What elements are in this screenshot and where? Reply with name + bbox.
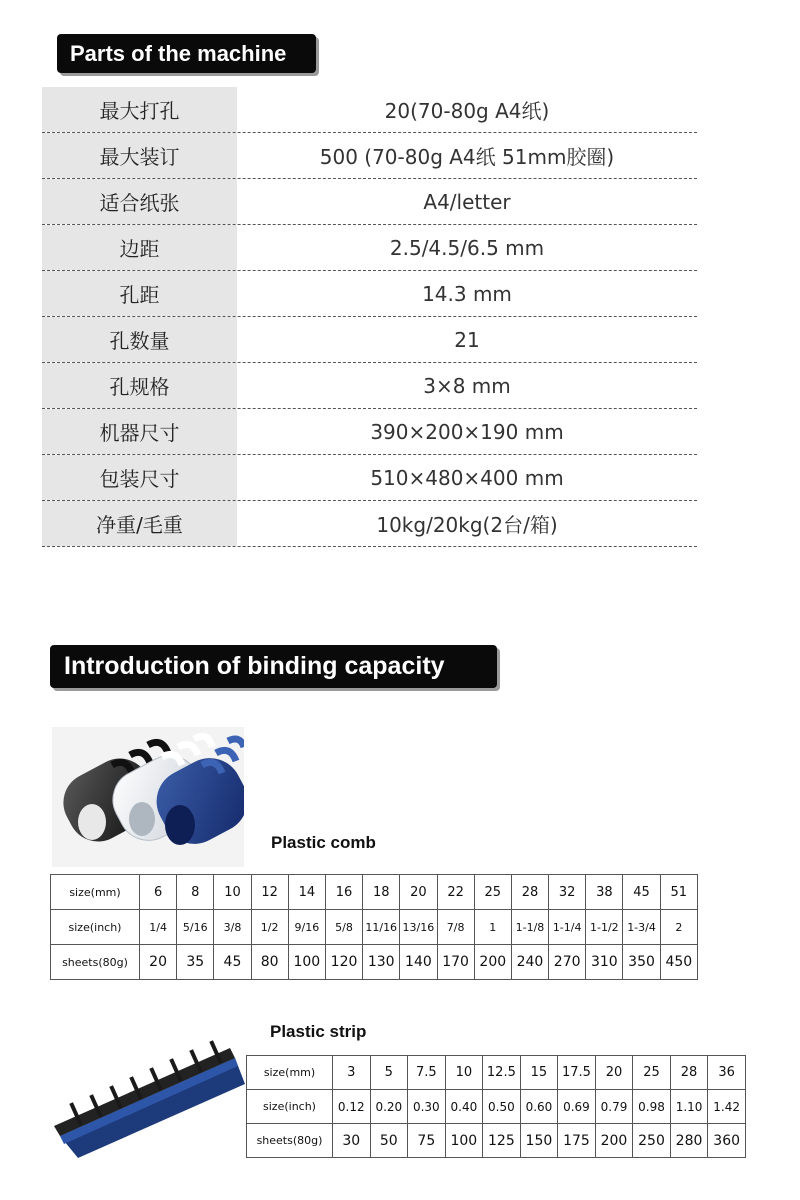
spec-label: 孔规格: [42, 363, 237, 408]
size-inch-cell: 0.40: [445, 1090, 483, 1124]
size-mm-cell: 36: [708, 1056, 746, 1090]
sheets-cell: 45: [214, 945, 251, 980]
size-mm-cell: 32: [549, 875, 586, 910]
spec-row: [42, 271, 697, 317]
size-mm-row: [247, 1056, 746, 1090]
plastic-comb-title: Plastic comb: [271, 833, 376, 852]
size-inch-cell: 1-3/4: [623, 910, 660, 945]
sheets-row: [247, 1124, 746, 1158]
size-mm-cell: 22: [437, 875, 474, 910]
size-mm-cell: 28: [511, 875, 548, 910]
size-mm-cell: 28: [670, 1056, 708, 1090]
row-header: size(inch): [51, 910, 140, 945]
size-mm-cell: 10: [445, 1056, 483, 1090]
sheets-cell: 140: [400, 945, 437, 980]
size-inch-cell: 0.50: [483, 1090, 521, 1124]
size-mm-cell: 38: [586, 875, 623, 910]
spec-label: 净重/毛重: [42, 501, 237, 546]
spec-label: 最大装订: [42, 133, 237, 178]
size-mm-cell: 12: [251, 875, 288, 910]
spec-row: [42, 455, 697, 501]
size-mm-cell: 25: [474, 875, 511, 910]
spec-label: 孔距: [42, 271, 237, 316]
sheets-cell: 280: [670, 1124, 708, 1158]
spec-label: 适合纸张: [42, 179, 237, 224]
row-header: size(inch): [247, 1090, 333, 1124]
size-mm-cell: 16: [325, 875, 362, 910]
size-mm-row: [51, 875, 698, 910]
sheets-cell: 200: [595, 1124, 633, 1158]
sheets-cell: 35: [177, 945, 214, 980]
spec-label: 包装尺寸: [42, 455, 237, 500]
spec-value: 2.5/4.5/6.5 mm: [389, 235, 545, 260]
spec-row: [42, 317, 697, 363]
size-mm-cell: 6: [140, 875, 177, 910]
spec-row: [42, 225, 697, 271]
plastic-strip-capacity-table: [246, 1055, 746, 1158]
plastic-comb-capacity-table: [50, 874, 698, 980]
sheets-cell: 120: [325, 945, 362, 980]
sheets-cell: 100: [445, 1124, 483, 1158]
size-inch-cell: 7/8: [437, 910, 474, 945]
size-inch-cell: 2: [660, 910, 697, 945]
row-header: sheets(80g): [247, 1124, 333, 1158]
sheets-cell: 310: [586, 945, 623, 980]
size-inch-cell: 9/16: [288, 910, 325, 945]
sheets-cell: 200: [474, 945, 511, 980]
sheets-cell: 175: [558, 1124, 596, 1158]
size-mm-cell: 8: [177, 875, 214, 910]
sheets-cell: 80: [251, 945, 288, 980]
size-mm-cell: 12.5: [483, 1056, 521, 1090]
size-inch-cell: 1-1/4: [549, 910, 586, 945]
sheets-cell: 240: [511, 945, 548, 980]
size-mm-cell: 25: [633, 1056, 671, 1090]
machine-section-header: Parts of the machine: [57, 34, 316, 73]
sheets-cell: 30: [333, 1124, 371, 1158]
sheets-cell: 130: [363, 945, 400, 980]
size-mm-cell: 20: [400, 875, 437, 910]
size-inch-cell: 13/16: [400, 910, 437, 945]
spec-label: 边距: [42, 225, 237, 270]
sheets-cell: 270: [549, 945, 586, 980]
size-mm-cell: 5: [370, 1056, 408, 1090]
size-inch-cell: 1/2: [251, 910, 288, 945]
size-inch-cell: 0.98: [633, 1090, 671, 1124]
size-inch-cell: 3/8: [214, 910, 251, 945]
spec-value: 10kg/20kg(2台/箱): [376, 513, 558, 537]
size-inch-cell: 1/4: [140, 910, 177, 945]
sheets-row: [51, 945, 698, 980]
size-mm-cell: 3: [333, 1056, 371, 1090]
size-inch-cell: 11/16: [363, 910, 400, 945]
spec-label: 最大打孔: [42, 87, 237, 132]
spec-row: [42, 363, 697, 409]
spec-value: 500 (70-80g A4纸 51mm胶圈): [319, 145, 615, 169]
spec-value: 21: [454, 327, 480, 352]
size-inch-cell: 0.79: [595, 1090, 633, 1124]
size-inch-row: [51, 910, 698, 945]
size-inch-cell: 1-1/8: [511, 910, 548, 945]
size-mm-cell: 20: [595, 1056, 633, 1090]
spec-row: [42, 133, 697, 179]
sheets-cell: 450: [660, 945, 697, 980]
spec-value: 390×200×190 mm: [370, 419, 564, 444]
sheets-cell: 360: [708, 1124, 746, 1158]
size-inch-cell: 1.42: [708, 1090, 746, 1124]
size-inch-cell: 1: [474, 910, 511, 945]
sheets-cell: 250: [633, 1124, 671, 1158]
size-inch-cell: 0.30: [408, 1090, 446, 1124]
plastic-strip-image: [50, 1018, 245, 1163]
spec-value: 510×480×400 mm: [370, 465, 564, 490]
size-mm-cell: 15: [520, 1056, 558, 1090]
size-inch-cell: 0.60: [520, 1090, 558, 1124]
spec-row: [42, 501, 697, 547]
row-header: sheets(80g): [51, 945, 140, 980]
sheets-cell: 125: [483, 1124, 521, 1158]
size-inch-cell: 0.69: [558, 1090, 596, 1124]
sheets-cell: 20: [140, 945, 177, 980]
plastic-comb-image: [52, 727, 244, 867]
sheets-cell: 100: [288, 945, 325, 980]
machine-spec-table: [42, 87, 697, 547]
size-mm-cell: 14: [288, 875, 325, 910]
sheets-cell: 50: [370, 1124, 408, 1158]
size-inch-cell: 5/8: [325, 910, 362, 945]
sheets-cell: 350: [623, 945, 660, 980]
spec-value: 3×8 mm: [423, 373, 511, 398]
size-inch-cell: 1-1/2: [586, 910, 623, 945]
size-inch-cell: 5/16: [177, 910, 214, 945]
size-inch-cell: 1.10: [670, 1090, 708, 1124]
size-inch-cell: 0.20: [370, 1090, 408, 1124]
capacity-section-header: Introduction of binding capacity: [50, 645, 497, 688]
sheets-cell: 150: [520, 1124, 558, 1158]
spec-value: 20(70-80g A4纸): [384, 99, 550, 123]
row-header: size(mm): [247, 1056, 333, 1090]
spec-row: [42, 409, 697, 455]
size-mm-cell: 45: [623, 875, 660, 910]
spec-label: 机器尺寸: [42, 409, 237, 454]
size-mm-cell: 17.5: [558, 1056, 596, 1090]
size-mm-cell: 18: [363, 875, 400, 910]
size-mm-cell: 10: [214, 875, 251, 910]
spec-value: 14.3 mm: [422, 281, 512, 306]
spec-row: [42, 87, 697, 133]
row-header: size(mm): [51, 875, 140, 910]
spec-label: 孔数量: [42, 317, 237, 362]
size-mm-cell: 7.5: [408, 1056, 446, 1090]
sheets-cell: 170: [437, 945, 474, 980]
spec-row: [42, 179, 697, 225]
sheets-cell: 75: [408, 1124, 446, 1158]
size-inch-row: [247, 1090, 746, 1124]
size-inch-cell: 0.12: [333, 1090, 371, 1124]
spec-value: A4/letter: [423, 189, 511, 214]
plastic-strip-title: Plastic strip: [270, 1022, 367, 1041]
size-mm-cell: 51: [660, 875, 697, 910]
